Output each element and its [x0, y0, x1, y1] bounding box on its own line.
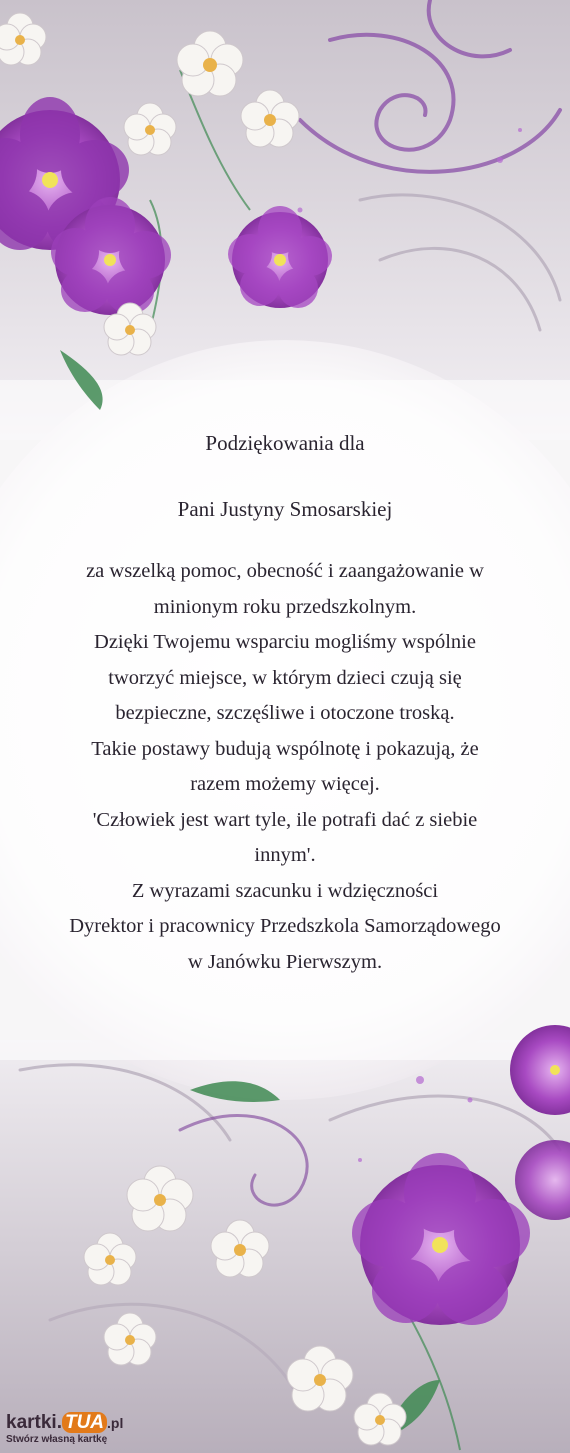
logo-brand — [6, 1412, 123, 1434]
card-line: minionym roku przedszkolnym. — [153, 595, 417, 618]
card-title: Podziękowania dla — [205, 431, 365, 455]
card-line: razem możemy więcej. — [190, 773, 380, 795]
card-line: za wszelką pomoc, obecność i zaangażowanie w — [86, 560, 484, 582]
card-line: innym'. — [254, 844, 316, 866]
card-line: tworzyć miejsce, w którym dzieci czują się — [108, 666, 462, 689]
card-line: 'Człowiek jest wart tyle, ile potrafi dać z siebie — [92, 808, 478, 831]
card-message — [30, 418, 540, 980]
logo-brand-mid: TUA — [62, 1412, 107, 1433]
logo-tagline: Stwórz własną kartkę — [6, 1434, 108, 1445]
kartki-tua-logo[interactable] — [6, 1412, 123, 1446]
card-line: w Janówku Pierwszym. — [187, 950, 383, 973]
logo-brand-left: kartki. — [6, 1412, 62, 1433]
card-body — [30, 554, 540, 980]
card-line: Takie postawy budują wspólnotę i pokazują, że — [91, 737, 479, 760]
card-line: bezpieczne, szczęśliwe i otoczone troską. — [115, 702, 455, 724]
card-recipient: Pani Justyny Smosarskiej — [177, 497, 393, 521]
logo-brand-right: .pl — [107, 1415, 124, 1431]
card-line: Dzięki Twojemu wsparciu mogliśmy wspólnie — [94, 631, 476, 653]
card-line: Z wyrazami szacunku i wdzięczności — [131, 879, 439, 902]
card-line: Dyrektor i pracownicy Przedszkola Samorządowego — [69, 915, 501, 937]
